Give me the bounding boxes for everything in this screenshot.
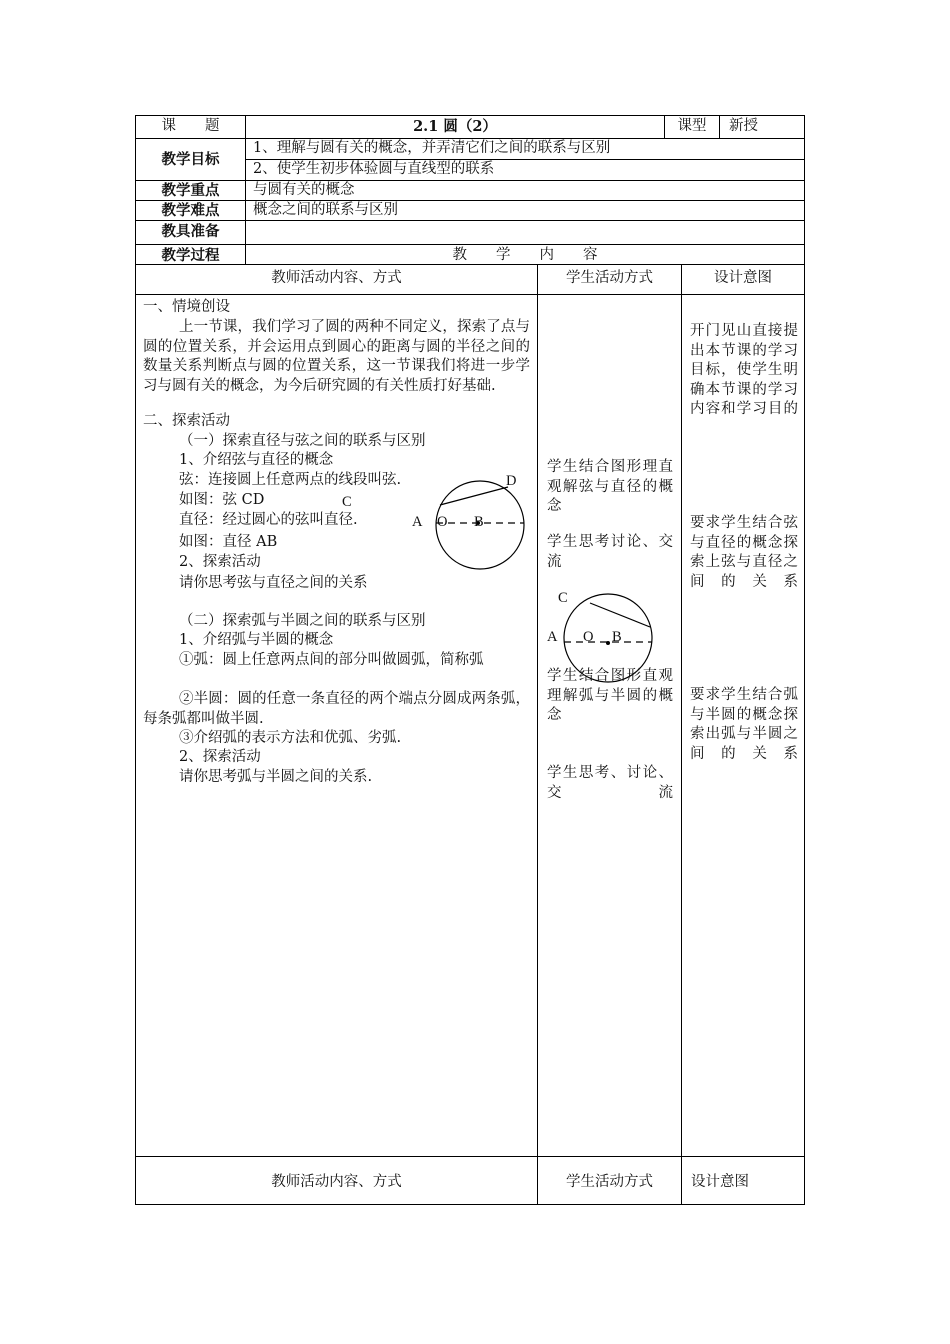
part-1-line-1: 1、介绍弦与直径的概念	[179, 452, 334, 468]
figure-2-label-c: C	[558, 590, 568, 606]
section-1-title: 一、情境创设	[143, 299, 230, 315]
part-1-line-6: 2、探索活动	[179, 554, 261, 570]
part-2-line-6: 请你思考弧与半圆之间的关系.	[179, 769, 373, 785]
part-2-line-3: ②半圆：圆的任意一条直径的两个端点分圆成两条弧，每条弧都叫做半圆.	[143, 691, 530, 727]
part-2-line-2: ①弧：圆上任意两点间的部分叫做圆弧，简称弧	[179, 652, 484, 668]
type-value: 新授	[729, 118, 758, 134]
topic-label: 课 题	[161, 118, 220, 134]
figure-2-label-a: A	[547, 629, 558, 645]
part-1-line-3: 如图：弦 CD	[179, 492, 265, 508]
goal-2: 2、使学生初步体验圆与直线型的联系	[253, 161, 495, 177]
key-point-value: 与圆有关的概念	[253, 182, 355, 198]
design-intent-2: 要求学生结合弦与直径的概念探索上弦与直径之间的关系	[690, 515, 798, 590]
footer-design: 设计意图	[691, 1174, 749, 1190]
topic-value: 2.1 圆（2）	[413, 118, 497, 135]
part-1-line-5: 如图：直径 AB	[179, 534, 278, 550]
column-header-design: 设计意图	[714, 270, 772, 286]
goal-1: 1、理解与圆有关的概念，并弄清它们之间的联系与区别	[253, 140, 611, 156]
tools-label: 教具准备	[161, 223, 220, 240]
center-dot-2	[606, 641, 610, 645]
design-intent-1: 开门见山直接提出本节课的学习目标，使学生明确本节课的学习内容和学习目的	[690, 323, 798, 417]
goals-label: 教学目标	[161, 151, 220, 168]
figure-1-label-d: D	[506, 473, 517, 489]
difficulty-value: 概念之间的联系与区别	[253, 202, 398, 218]
column-header-student: 学生活动方式	[566, 270, 653, 286]
process-label: 教学过程	[161, 247, 220, 264]
figure-1-label-c: C	[342, 494, 352, 510]
difficulty-label: 教学难点	[161, 202, 220, 219]
section-2-title: 二、探索活动	[143, 413, 230, 429]
part-1-title: （一）探索直径与弦之间的联系与区别	[179, 433, 426, 449]
student-activity-1: 学生结合图形理直观解弦与直径的概念	[547, 459, 673, 514]
figure-1-label-a: A	[412, 514, 423, 530]
figure-1-label-o: O	[437, 514, 448, 530]
column-header-teacher: 教师活动内容、方式	[271, 270, 402, 286]
student-activity-2: 学生思考讨论、交流	[547, 534, 673, 570]
student-activity-3: 学生结合图形直观理解弧与半圆的概念	[547, 668, 673, 723]
figure-2-label-b: B	[612, 629, 622, 645]
section-1-paragraph: 上一节课，我们学习了圆的两种不同定义，探索了点与圆的位置关系，并会运用点到圆心的距离与圆的半径之间的数量关系判断点与圆的位置关系，这一节课我们将进一步学习与圆有关的概念，为今后研究圆的有关性质打好基础.	[143, 319, 530, 394]
chord-2	[590, 603, 650, 627]
part-1-line-4: 直径：经过圆心的弦叫直径.	[179, 512, 358, 528]
part-1-line-7: 请你思考弦与直径之间的关系	[179, 575, 368, 591]
type-label: 课型	[677, 118, 707, 134]
design-intent-3: 要求学生结合弧与半圆的概念探索出弧与半圆之间的关系	[690, 687, 798, 762]
part-2-line-5: 2、探索活动	[179, 749, 261, 765]
part-2-line-4: ③介绍弧的表示方法和优弧、劣弧.	[179, 730, 402, 746]
part-2-line-1: 1、介绍弧与半圆的概念	[179, 632, 334, 648]
figure-1-label-b: B	[474, 514, 484, 530]
footer-student: 学生活动方式	[566, 1174, 653, 1190]
part-2-title: （二）探索弧与半圆之间的联系与区别	[179, 613, 426, 629]
process-value: 教 学 内 容	[452, 247, 598, 263]
figure-2-label-o: O	[583, 629, 594, 645]
part-1-line-2: 弦：连接圆上任意两点的线段叫弦.	[179, 472, 402, 488]
key-point-label: 教学重点	[161, 182, 220, 199]
footer-teacher: 教师活动内容、方式	[271, 1174, 402, 1190]
student-activity-4: 学生思考、讨论、交流	[547, 765, 673, 801]
